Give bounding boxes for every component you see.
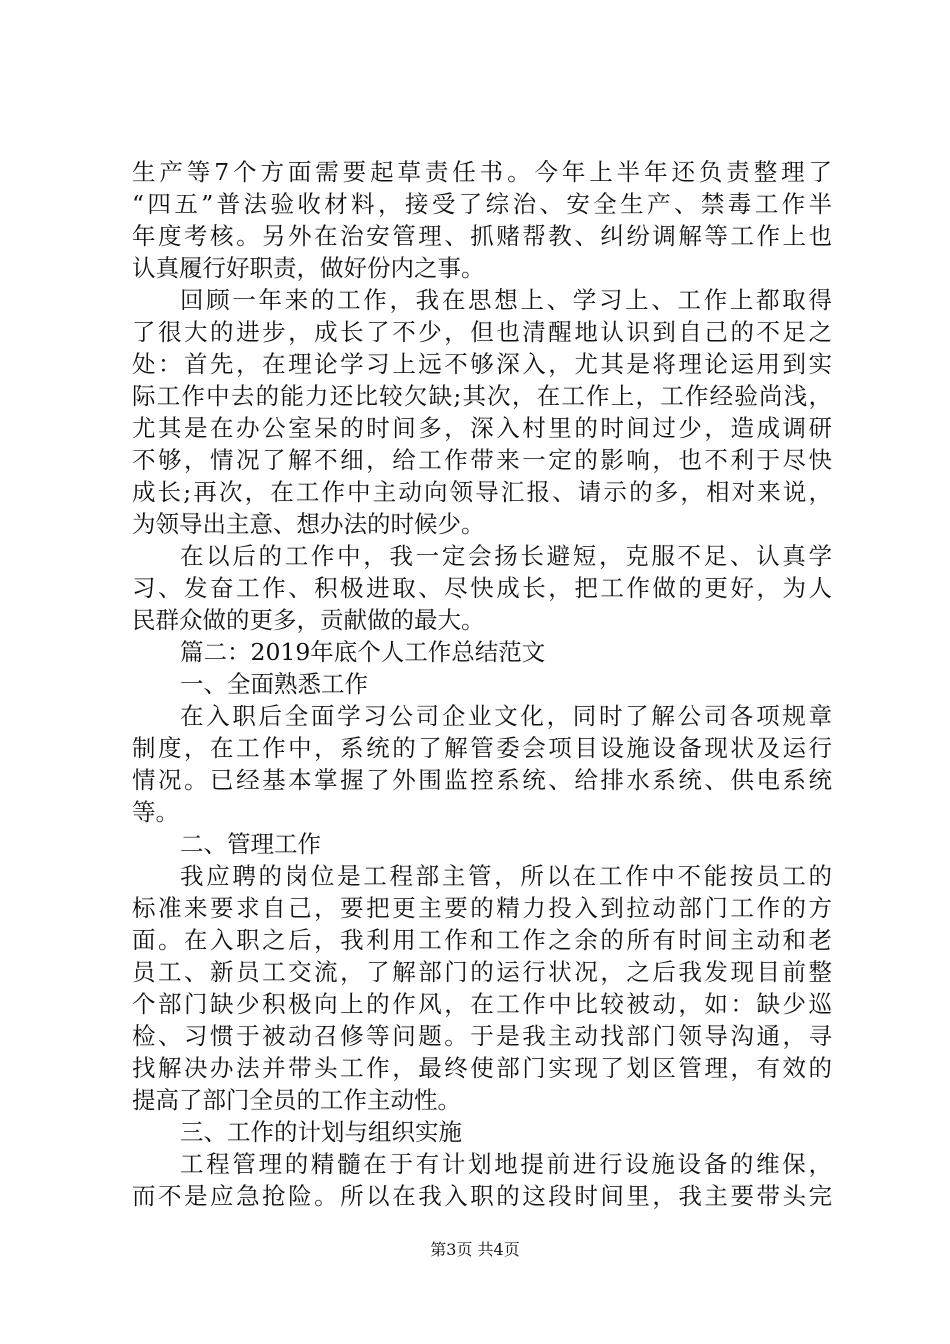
text-line: 情况。已经基本掌握了外围监控系统、给排水系统、供电系统	[132, 766, 832, 794]
text-line: 等。	[132, 798, 179, 826]
text-line: 在入职后全面学习公司企业文化，同时了解公司各项规章	[180, 702, 832, 730]
page-footer: 第3页 共4页	[430, 1240, 520, 1259]
text-line: 我应聘的岗位是工程部主管，所以在工作中不能按员工的	[180, 862, 832, 890]
text-line: 制度，在工作中，系统的了解管委会项目设施设备现状及运行	[132, 734, 832, 762]
text-line: 回顾一年来的工作，我在思想上、学习上、工作上都取得	[180, 286, 832, 314]
text-line: 认真履行好职责，做好份内之事。	[132, 254, 485, 282]
text-line: 尤其是在办公室呆的时间多，深入村里的时间过少，造成调研	[132, 414, 832, 442]
text-line: 面。在入职之后，我利用工作和工作之余的所有时间主动和老	[132, 926, 832, 954]
text-line: 找解决办法并带头工作，最终使部门实现了划区管理，有效的	[132, 1054, 832, 1082]
text-line: 际工作中去的能力还比较欠缺;其次，在工作上，工作经验尚浅，	[132, 382, 832, 410]
text-line: 而不是应急抢险。所以在我入职的这段时间里，我主要带头完	[132, 1182, 832, 1210]
text-line: 为领导出主意、想办法的时候少。	[132, 510, 485, 538]
document-body	[132, 156, 832, 1212]
text-line: 成长;再次，在工作中主动向领导汇报、请示的多，相对来说，	[132, 478, 832, 506]
text-line: 习、发奋工作、积极进取、尽快成长，把工作做的更好，为人	[132, 574, 832, 602]
text-line: 生产等7个方面需要起草责任书。今年上半年还负责整理了	[132, 158, 832, 186]
text-line: 篇二：2019年底个人工作总结范文	[180, 638, 546, 666]
text-line: 个部门缺少积极向上的作风，在工作中比较被动，如：缺少巡	[132, 990, 832, 1018]
text-line: 三、工作的计划与组织实施	[180, 1118, 462, 1146]
text-line: 检、习惯于被动召修等问题。于是我主动找部门领导沟通，寻	[132, 1022, 832, 1050]
text-line: 提高了部门全员的工作主动性。	[132, 1086, 461, 1114]
text-line: 二、管理工作	[180, 830, 321, 858]
text-line: 年度考核。另外在治安管理、抓赌帮教、纠纷调解等工作上也	[132, 222, 832, 250]
text-line: 工程管理的精髓在于有计划地提前进行设施设备的维保，	[180, 1150, 832, 1178]
text-line: 了很大的进步，成长了不少，但也清醒地认识到自己的不足之	[132, 318, 832, 346]
text-line: 一、全面熟悉工作	[180, 670, 368, 698]
text-line: 在以后的工作中，我一定会扬长避短，克服不足、认真学	[180, 542, 832, 570]
text-line: 民群众做的更多，贡献做的最大。	[132, 606, 485, 634]
text-line: 标准来要求自己，要把更主要的精力投入到拉动部门工作的方	[132, 894, 832, 922]
text-line: 员工、新员工交流，了解部门的运行状况，之后我发现目前整	[132, 958, 832, 986]
text-line: 处：首先，在理论学习上远不够深入，尤其是将理论运用到实	[132, 350, 832, 378]
text-line: “四五”普法验收材料，接受了综治、安全生产、禁毒工作半	[132, 190, 832, 218]
text-line: 不够，情况了解不细，给工作带来一定的影响，也不利于尽快	[132, 446, 832, 474]
